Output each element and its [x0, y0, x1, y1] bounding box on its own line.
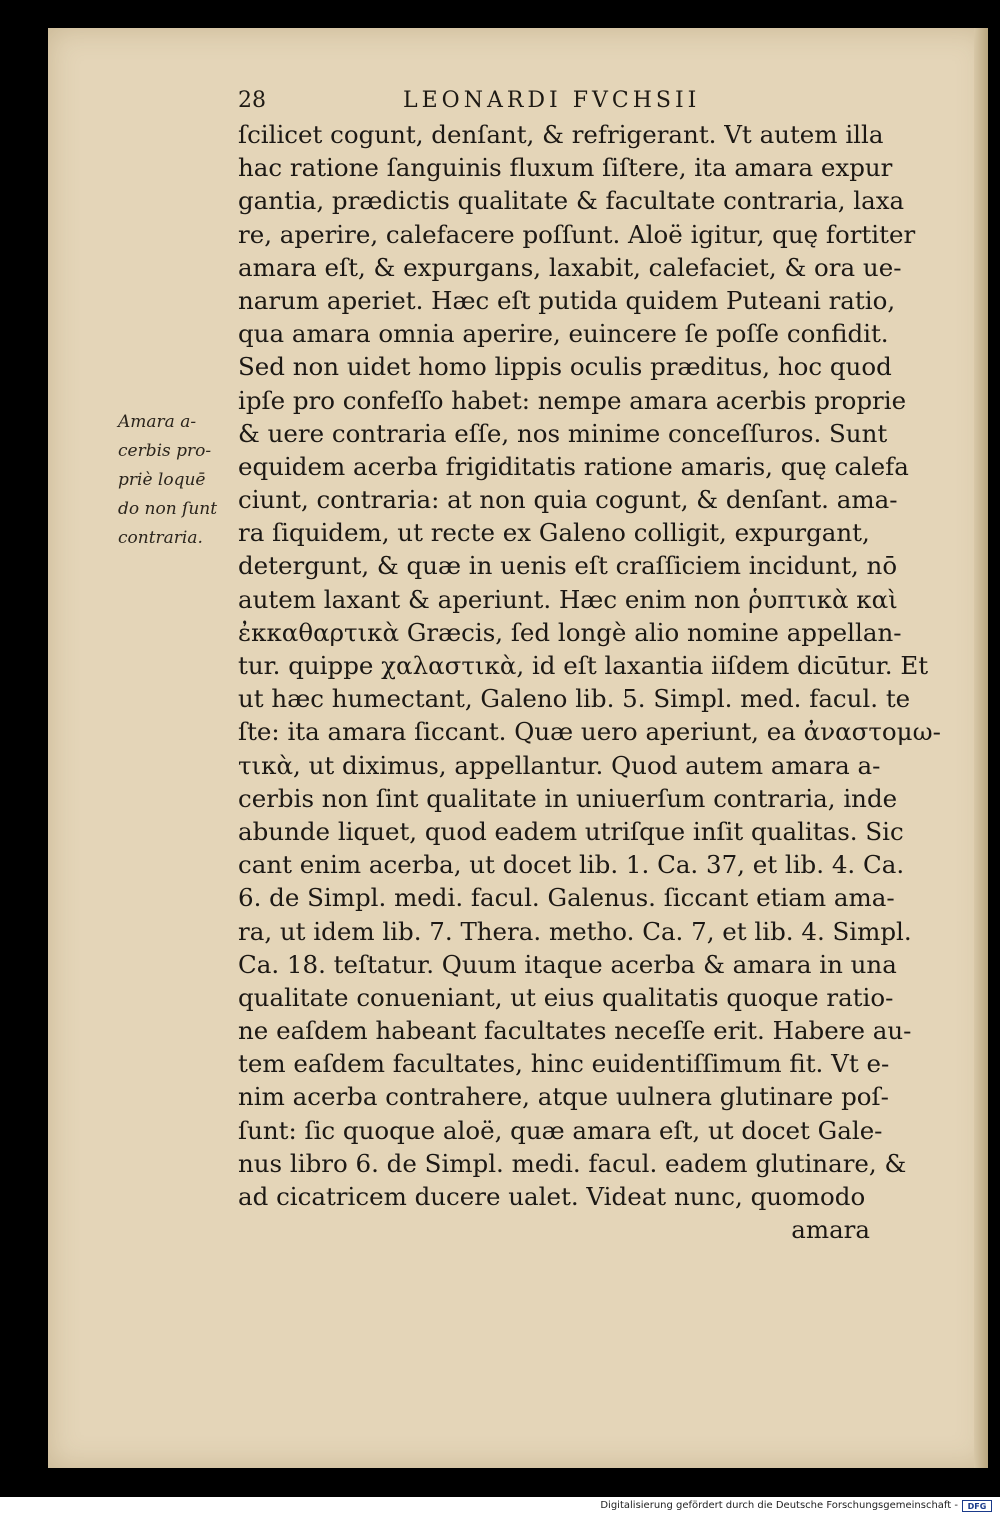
text-line: ſcilicet cogunt, denſant, & refrigerant. Vt autem illa — [238, 120, 884, 149]
text-line: ra ſiquidem, ut recte ex Galeno colligit, expurgant, — [238, 518, 870, 548]
text-line: gantia, prædictis qualitate & facultate contraria, laxa — [238, 186, 905, 216]
page-edge — [974, 28, 988, 1468]
text-line: autem laxant & aperiunt. Hæc enim non ῥυπτικὰ καὶ — [238, 584, 898, 614]
text-line: & uere contraria eſſe, nos minime conceſſuros. Sunt — [238, 418, 888, 448]
page-number: 28 — [238, 88, 266, 113]
body-text — [238, 118, 941, 1246]
footer-bar — [0, 1497, 1000, 1515]
text-line: nus libro 6. de Simpl. medi. facul. eadem glutinare, & — [238, 1148, 907, 1178]
text-line: detergunt, & quæ in uenis eſt craſſiciem incidunt, nō — [238, 551, 898, 581]
text-line: hac ratione ſanguinis fluxum ſiſtere, ita amara expur — [238, 153, 893, 183]
text-line: ipſe pro confeſſo habet: nempe amara acerbis proprie — [238, 385, 907, 415]
text-line: re, aperire, calefacere poſſunt. Aloë igitur, quę fortiter — [238, 219, 916, 249]
margin-note-line: contraria. — [118, 528, 203, 548]
running-head-title: LEONARDI FVCHSII — [403, 88, 701, 113]
margin-note-line: cerbis pro- — [118, 441, 212, 461]
margin-note-line: do non ſunt — [118, 499, 218, 519]
text-line: tur. quippe χαλαστικὰ, id eſt laxantia iiſdem dicūtur. Et — [238, 651, 929, 680]
running-head — [238, 88, 858, 118]
text-line: qualitate conueniant, ut eius qualitatis quoque ratio- — [238, 982, 894, 1012]
text-line: ne eaſdem habeant facultates neceſſe erit. Habere au- — [238, 1016, 912, 1046]
catchword: amara — [791, 1215, 870, 1245]
text-line: equidem acerba frigiditatis ratione amaris, quę calefa — [238, 451, 909, 481]
text-line: qua amara omnia aperire, euincere ſe poſſe confidit. — [238, 319, 889, 349]
text-line: ra, ut idem lib. 7. Thera. metho. Ca. 7, et lib. 4. Simpl. — [238, 916, 912, 946]
text-line: ad cicatricem ducere ualet. Videat nunc, quomodo — [238, 1182, 866, 1211]
text-line: tem eaſdem facultates, hinc euidentiſſimum fit. Vt e- — [238, 1049, 890, 1079]
margin-note-line: priè loquē — [118, 470, 206, 490]
text-line: Sed non uidet homo lippis oculis præditus, hoc quod — [238, 352, 892, 382]
text-line: abunde liquet, quod eadem utriſque inſit qualitas. Sic — [238, 816, 904, 846]
text-line: nim acerba contrahere, atque uulnera glutinare poſ- — [238, 1082, 889, 1112]
text-line: ut hæc humectant, Galeno lib. 5. Simpl. med. facul. te — [238, 684, 911, 714]
text-line: cerbis non ſint qualitate in uniuerſum contraria, inde — [238, 783, 898, 813]
text-line: 6. de Simpl. medi. facul. Galenus. ſiccant etiam ama- — [238, 883, 895, 913]
text-line: τικὰ, ut diximus, appellantur. Quod autem amara a- — [238, 750, 881, 780]
text-line: narum aperiet. Hæc eſt putida quidem Puteani ratio, — [238, 285, 896, 315]
margin-note — [118, 408, 228, 553]
dfg-logo: DFG — [962, 1500, 992, 1512]
text-line: cant enim acerba, ut docet lib. 1. Ca. 37, et lib. 4. Ca. — [238, 850, 905, 880]
funding-credit: Digitalisierung gefördert durch die Deutsche Forschungsgemeinschaft - — [600, 1500, 958, 1511]
text-line: ſunt: ſic quoque aloë, quæ amara eſt, ut docet Gale- — [238, 1115, 883, 1145]
margin-note-line: Amara a- — [118, 412, 197, 432]
text-line: Ca. 18. teſtatur. Quum itaque acerba & amara in una — [238, 949, 897, 979]
text-line: ἐκκαθαρτικὰ Græcis, ſed longè alio nomine appellan- — [238, 617, 902, 647]
text-line: ciunt, contraria: at non quia cogunt, & denſant. ama- — [238, 485, 898, 515]
text-line: amara eſt, & expurgans, laxabit, calefaciet, & ora ue- — [238, 252, 902, 282]
text-line: ſte: ita amara ſiccant. Quæ uero aperiunt, ea ἀναστομω- — [238, 717, 941, 747]
